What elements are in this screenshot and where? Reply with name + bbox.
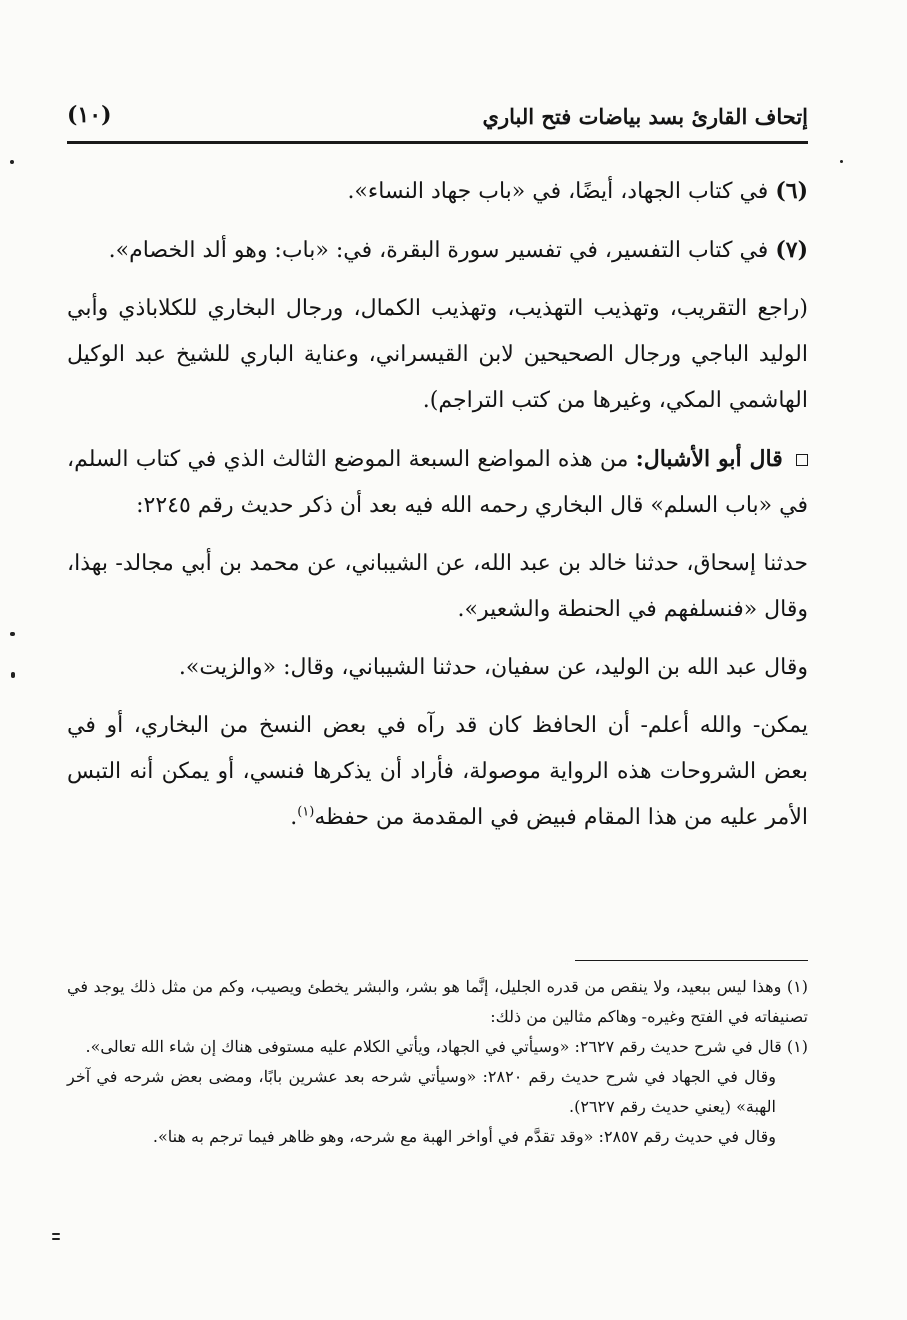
abu-ashbal-paragraph bbox=[67, 436, 808, 529]
hadith-paragraph-1: حدثنا إسحاق، حدثنا خالد بن عبد الله، عن الشيباني، عن محمد بن أبي مجالد- بهذا، وقال «فنسلفهم في الحنطة والشعير». bbox=[67, 551, 808, 622]
conclusion-text: يمكن- والله أعلم- أن الحافظ كان قد رآه في بعض النسخ من البخاري، أو في بعض الشروحات هذه الرواية موصولة، فأراد أن يذكرها فنسي، أو يمكن أنه التبس الأمر عليه من هذا المقام فبيض في المقدمة من حفظه bbox=[67, 713, 808, 830]
margin-speck bbox=[10, 160, 14, 164]
footnote-example-1: (١) قال في شرح حديث رقم ٢٦٢٧: «وسيأتي في الجهاد، ويأتي الكلام عليه مستوفى هناك إن شاء الله تعالى». bbox=[85, 1037, 808, 1056]
footnote-reference[interactable]: (١) bbox=[297, 804, 315, 820]
conclusion-end: . bbox=[290, 805, 298, 830]
footnote-1: (١) وهذا ليس ببعيد، ولا ينقص من قدره الجليل، إنَّما هو بشر، والبشر يخطئ ويصيب، وكم من مثل ذلك يوجد في تصنيفاته في الفتح وغيره- وهاكم مثالين من ذلك: bbox=[67, 977, 808, 1026]
main-text bbox=[67, 168, 808, 853]
running-title: إتحاف القارئ بسد بياضات فتح الباري bbox=[482, 104, 808, 129]
page-number: (١٠) bbox=[67, 102, 112, 128]
footnote-separator bbox=[575, 960, 808, 961]
square-bullet-icon bbox=[796, 454, 808, 466]
margin-speck bbox=[52, 1238, 60, 1240]
item-7 bbox=[67, 227, 808, 274]
margin-speck bbox=[840, 160, 843, 163]
item-6-number: (٦) bbox=[775, 178, 808, 204]
page-header bbox=[67, 98, 808, 138]
item-6-text: في كتاب الجهاد، أيضًا، في «باب جهاد النساء». bbox=[347, 179, 769, 204]
margin-speck bbox=[11, 672, 15, 678]
header-rule bbox=[67, 141, 808, 144]
margin-speck bbox=[52, 1233, 60, 1235]
item-7-text: في كتاب التفسير، في تفسير سورة البقرة، في: «باب: وهو ألد الخصام». bbox=[108, 238, 769, 263]
item-7-number: (٧) bbox=[775, 237, 808, 263]
footnote-example-3: وقال في حديث رقم ٢٨٥٧: «وقد تقدَّم في أواخر الهبة مع شرحه، وهو ظاهر فيما ترجم به هنا». bbox=[152, 1127, 776, 1146]
footnote-example-2: وقال في الجهاد في شرح حديث رقم ٢٨٢٠: «وسيأتي شرحه بعد عشرين بابًا، ومضى بعض شرحه في آخر الهبة» (يعني حديث رقم ٢٦٢٧). bbox=[67, 1067, 776, 1116]
item-6 bbox=[67, 168, 808, 215]
references-paragraph: (راجع التقريب، وتهذيب التهذيب، وتهذيب الكمال، ورجال البخاري للكلاباذي وأبي الوليد الباجي ورجال الصحيحين لابن القيسراني، وعناية الباري للشيخ عبد الوكيل الهاشمي المكي، وغيرها من كتب التراجم). bbox=[67, 296, 808, 413]
footnotes bbox=[67, 972, 808, 1152]
speaker-label: قال أبو الأشبال: bbox=[635, 446, 783, 472]
margin-speck bbox=[10, 632, 15, 636]
abu-ashbal-text: من هذه المواضع السبعة الموضع الثالث الذي في كتاب السلم، في «باب السلم» قال البخاري رحمه الله فيه بعد أن ذكر حديث رقم ٢٢٤٥: bbox=[67, 447, 808, 518]
hadith-paragraph-2: وقال عبد الله بن الوليد، عن سفيان، حدثنا الشيباني، وقال: «والزيت». bbox=[178, 655, 808, 680]
conclusion-paragraph bbox=[67, 703, 808, 841]
